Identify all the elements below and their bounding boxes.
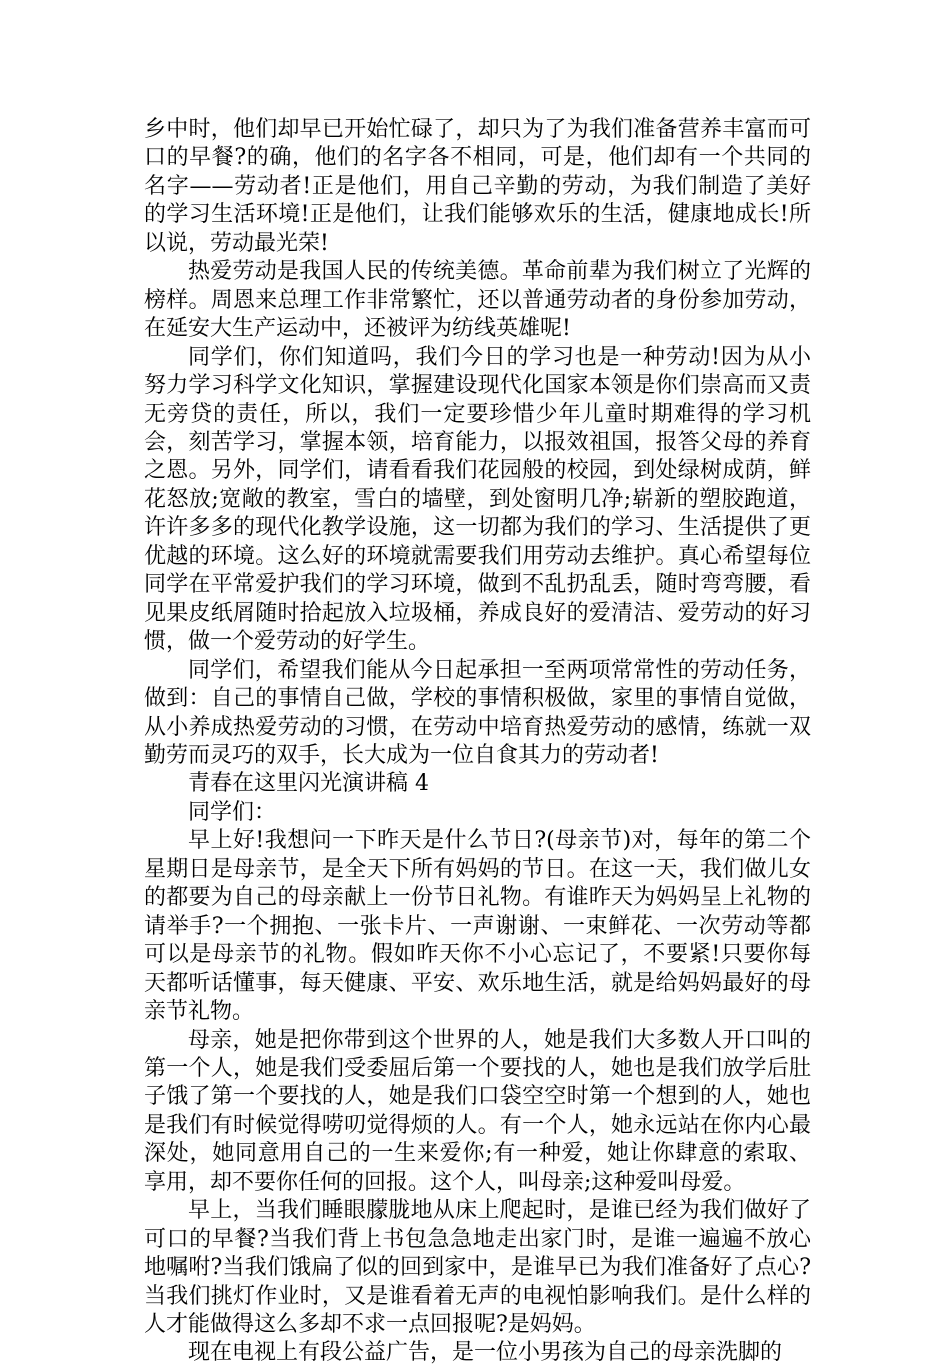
paragraph: 乡中时，他们却早已开始忙碌了，却只为了为我们准备营养丰富而可口的早餐?的确，他们的名字各不相同，可是，他们却有一个共同的名字——劳动者!正是他们，用自己辛勤的劳动，为我们制造了美好的学习生活环境!正是他们，让我们能够欢乐的生活，健康地成长!所以说，劳动最光荣!: [144, 117, 811, 256]
paragraph: 早上，当我们睡眼朦胧地从床上爬起时，是谁已经为我们做好了可口的早餐?当我们背上书包急急地走出家门时，是谁一遍遍不放心地嘱咐?当我们饿扁了似的回到家中，是谁早已为我们准备好了点心?当我们挑灯作业时，又是谁看着无声的电视怕影响我们。是什么样的人才能做得这么多却不求一点回报呢?是妈妈。: [144, 1198, 811, 1338]
section-heading: 青春在这里闪光演讲稿 4: [188, 771, 429, 797]
paragraph: 母亲，她是把你带到这个世界的人，她是我们大多数人开口叫的第一个人，她是我们受委屈后第一个要找的人，她也是我们放学后肚子饿了第一个要找的人，她是我们口袋空空时第一个想到的人，她也是我们有时候觉得唠叨觉得烦的人。有一个人，她永远站在你内心最深处，她同意用自己的一生来爱你;有一种爱，她让你肆意的索取、享用，却不要你任何的回报。这个人，叫母亲;这种爱叫母爱。: [144, 1027, 811, 1195]
document-body: [144, 116, 811, 1368]
paragraph: 早上好!我想问一下昨天是什么节日?(母亲节)对，每年的第二个星期日是母亲节，是全天下所有妈妈的节日。在这一天，我们做儿女的都要为自己的母亲献上一份节日礼物。有谁昨天为妈妈呈上礼物的请举手?一个拥抱、一张卡片、一声谢谢、一束鲜花、一次劳动等都可以是母亲节的礼物。假如昨天你不小心忘记了，不要紧!只要你每天都听话懂事，每天健康、平安、欢乐地生活，就是给妈妈最好的母亲节礼物。: [144, 828, 811, 1025]
paragraph: 同学们，你们知道吗，我们今日的学习也是一种劳动!因为从小努力学习科学文化知识，掌握建设现代化国家本领是你们崇高而又责无旁贷的责任，所以，我们一定要珍惜少年儿童时期难得的学习机会，刻苦学习，掌握本领，培育能力，以报效祖国，报答父母的养育之恩。另外，同学们，请看看我们花园般的校园，到处绿树成荫，鲜花怒放;宽敞的教室，雪白的墙壁，到处窗明几净;崭新的塑胶跑道，许许多多的现代化教学设施，这一切都为我们的学习、生活提供了更优越的环境。这么好的环境就需要我们用劳动去维护。真心希望每位同学在平常爱护我们的学习环境，做到不乱扔乱丢，随时弯弯腰，看见果皮纸屑随时拾起放入垃圾桶，养成良好的爱清洁、爱劳动的好习惯，做一个爱劳动的好学生。: [144, 344, 811, 655]
paragraph: 热爱劳动是我国人民的传统美德。革命前辈为我们树立了光辉的榜样。周恩来总理工作非常繁忙，还以普通劳动者的身份参加劳动，在延安大生产运动中，还被评为纺线英雄呢!: [144, 259, 811, 342]
paragraph: 现在电视上有段公益广告，是一位小男孩为自己的母亲洗脚的: [188, 1340, 783, 1366]
salutation: 同学们：: [188, 799, 277, 825]
paragraph: 同学们，希望我们能从今日起承担一至两项常常性的劳动任务，做到：自己的事情自己做，学校的事情积极做，家里的事情自觉做，从小养成热爱劳动的习惯，在劳动中培育热爱劳动的感情，练就一双勤劳而灵巧的双手，长大成为一位自食其力的劳动者!: [144, 657, 811, 768]
